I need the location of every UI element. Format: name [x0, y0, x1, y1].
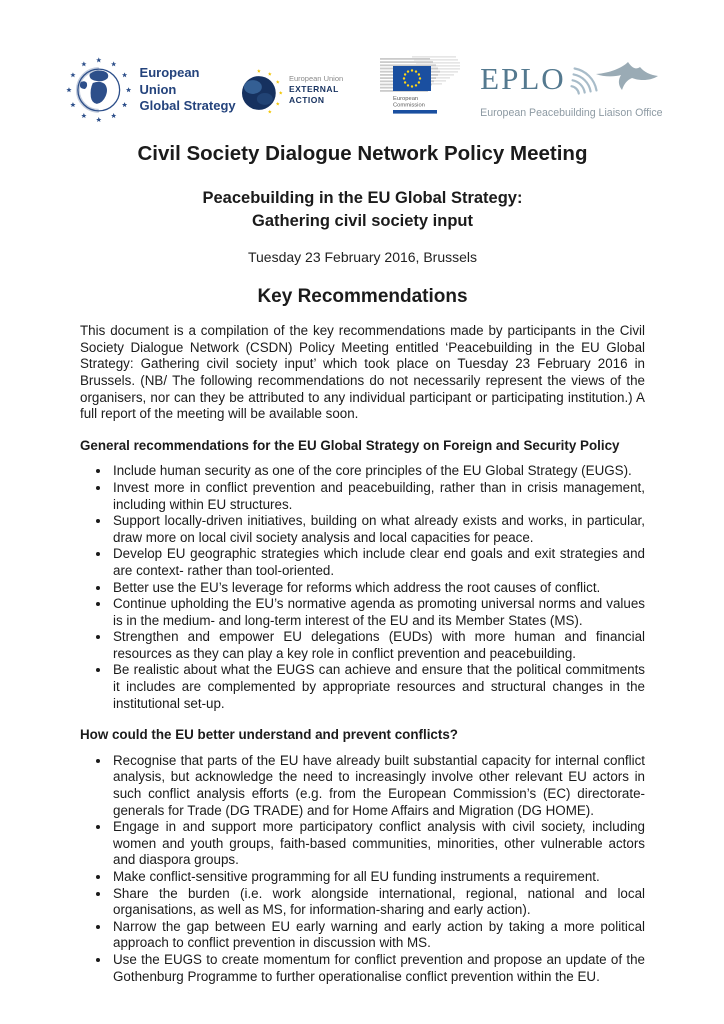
bullet-list	[80, 463, 645, 712]
intro-paragraph: This document is a compilation of the key recommendations made by participants in the Civil Society Dialogue Network (CSDN) Policy Meeting entitled ‘Peacebuilding in the EU Global Strategy: Gathering civil society input’ which took place on Tuesday 23 February 2016 in Brussels. (NB/ The following recommendations do not necessarily represent the views of the organisers, nor can they be attributed to any individual participant or participating institution.) A full report of the meeting will be available soon.	[80, 323, 645, 422]
list-item: • Be realistic about what the EUGS can achieve and ensure that the political commitments it includes are complemented by appropriate resources and structural changes in the institutional set-up.	[111, 662, 645, 712]
list-item: • Better use the EU’s leverage for reforms which address the root causes of conflict.	[111, 580, 645, 597]
list-item: • Strengthen and empower EU delegations (EUDs) with more human and financial resources as they can play a key role in conflict prevention and peacebuilding.	[111, 629, 645, 662]
main-heading: Key Recommendations	[257, 286, 468, 308]
document-title: Civil Society Dialogue Network Policy Meeting	[137, 142, 588, 165]
list-item: • Use the EUGS to create momentum for conflict prevention and propose an update of the Gothenburg Programme to further operationalise conflict prevention within the EU.	[111, 952, 645, 985]
eugs-line2: Global Strategy	[139, 98, 236, 114]
list-item: • Make conflict-sensitive programming for all EU funding instruments a requirement.	[111, 869, 645, 886]
eeas-logo-text	[289, 74, 376, 107]
list-item: • Continue upholding the EU’s normative agenda as promoting universal norms and values is in the medium- and long-term interest of the EU and its Member States (MS).	[111, 596, 645, 629]
date-location: Tuesday 23 February 2016, Brussels	[247, 249, 478, 266]
eplo-subtitle: European Peacebuilding Liaison Office	[480, 107, 663, 119]
list-item: • Narrow the gap between EU early warning and early action by taking a more political approach to conflict prevention in discussion with MS.	[111, 919, 645, 952]
document-subtitle	[80, 187, 645, 233]
eugs-line1: European Union	[139, 64, 200, 97]
list-item: • Support locally-driven initiatives, building on what already exists and works, in particular, draw more on local civil society analysis and local capacities for peace.	[111, 513, 645, 546]
logo-eu-global-strategy	[64, 55, 239, 125]
ec-building-flag-icon	[376, 55, 480, 121]
logo-european-commission	[376, 55, 480, 126]
eeas-line1: European Union	[288, 73, 344, 83]
eugs-logo-text	[140, 65, 240, 116]
section-general-recommendations	[80, 438, 645, 713]
eeas-line2: EXTERNAL ACTION	[288, 84, 339, 106]
list-item: • Share the burden (i.e. work alongside international, regional, national and local organisations, as well as MS, for information-sharing and early action).	[111, 886, 645, 919]
eeas-globe-icon	[239, 61, 287, 119]
subtitle-line2: Gathering civil society input	[252, 212, 473, 231]
globe-stars-icon	[64, 55, 134, 125]
section-heading: How could the EU better understand and prevent conflicts?	[80, 727, 458, 743]
ec-line2: Commission	[393, 102, 426, 108]
logo-eplo	[480, 59, 661, 121]
eplo-acronym: EPLO	[480, 61, 566, 96]
ec-line1: European	[393, 95, 419, 102]
subtitle-line1: Peacebuilding in the EU Global Strategy:	[202, 189, 523, 207]
logo-eu-external-action	[239, 61, 376, 119]
list-item: • Invest more in conflict prevention and peacebuilding, rather than in crisis management, including within EU structures.	[111, 480, 645, 513]
section-understand-prevent-conflicts	[80, 727, 645, 985]
section-heading: General recommendations for the EU Global Strategy on Foreign and Security Policy	[80, 437, 620, 453]
dove-arcs-icon	[566, 59, 662, 103]
bullet-list	[80, 753, 645, 985]
list-item: • Include human security as one of the core principles of the EU Global Strategy (EUGS).	[111, 463, 645, 480]
list-item: • Recognise that parts of the EU have already built substantial capacity for internal conflict analysis, but acknowledge the need to increasingly involve other relevant EU actors in such conflict analysis efforts (e.g. from the European Commission’s (EC) directorate-generals for Trade (DG TRADE) and for Home Affairs and Migration (DG HOME).	[111, 753, 645, 819]
list-item: • Develop EU geographic strategies which include clear end goals and exit strategies and are context- rather than tool-oriented.	[111, 546, 645, 579]
header-logos	[64, 54, 661, 126]
list-item: • Engage in and support more participatory conflict analysis with civil society, including women and youth groups, faith-based communities, minorities, other vulnerable actors and diaspora groups.	[111, 819, 645, 869]
